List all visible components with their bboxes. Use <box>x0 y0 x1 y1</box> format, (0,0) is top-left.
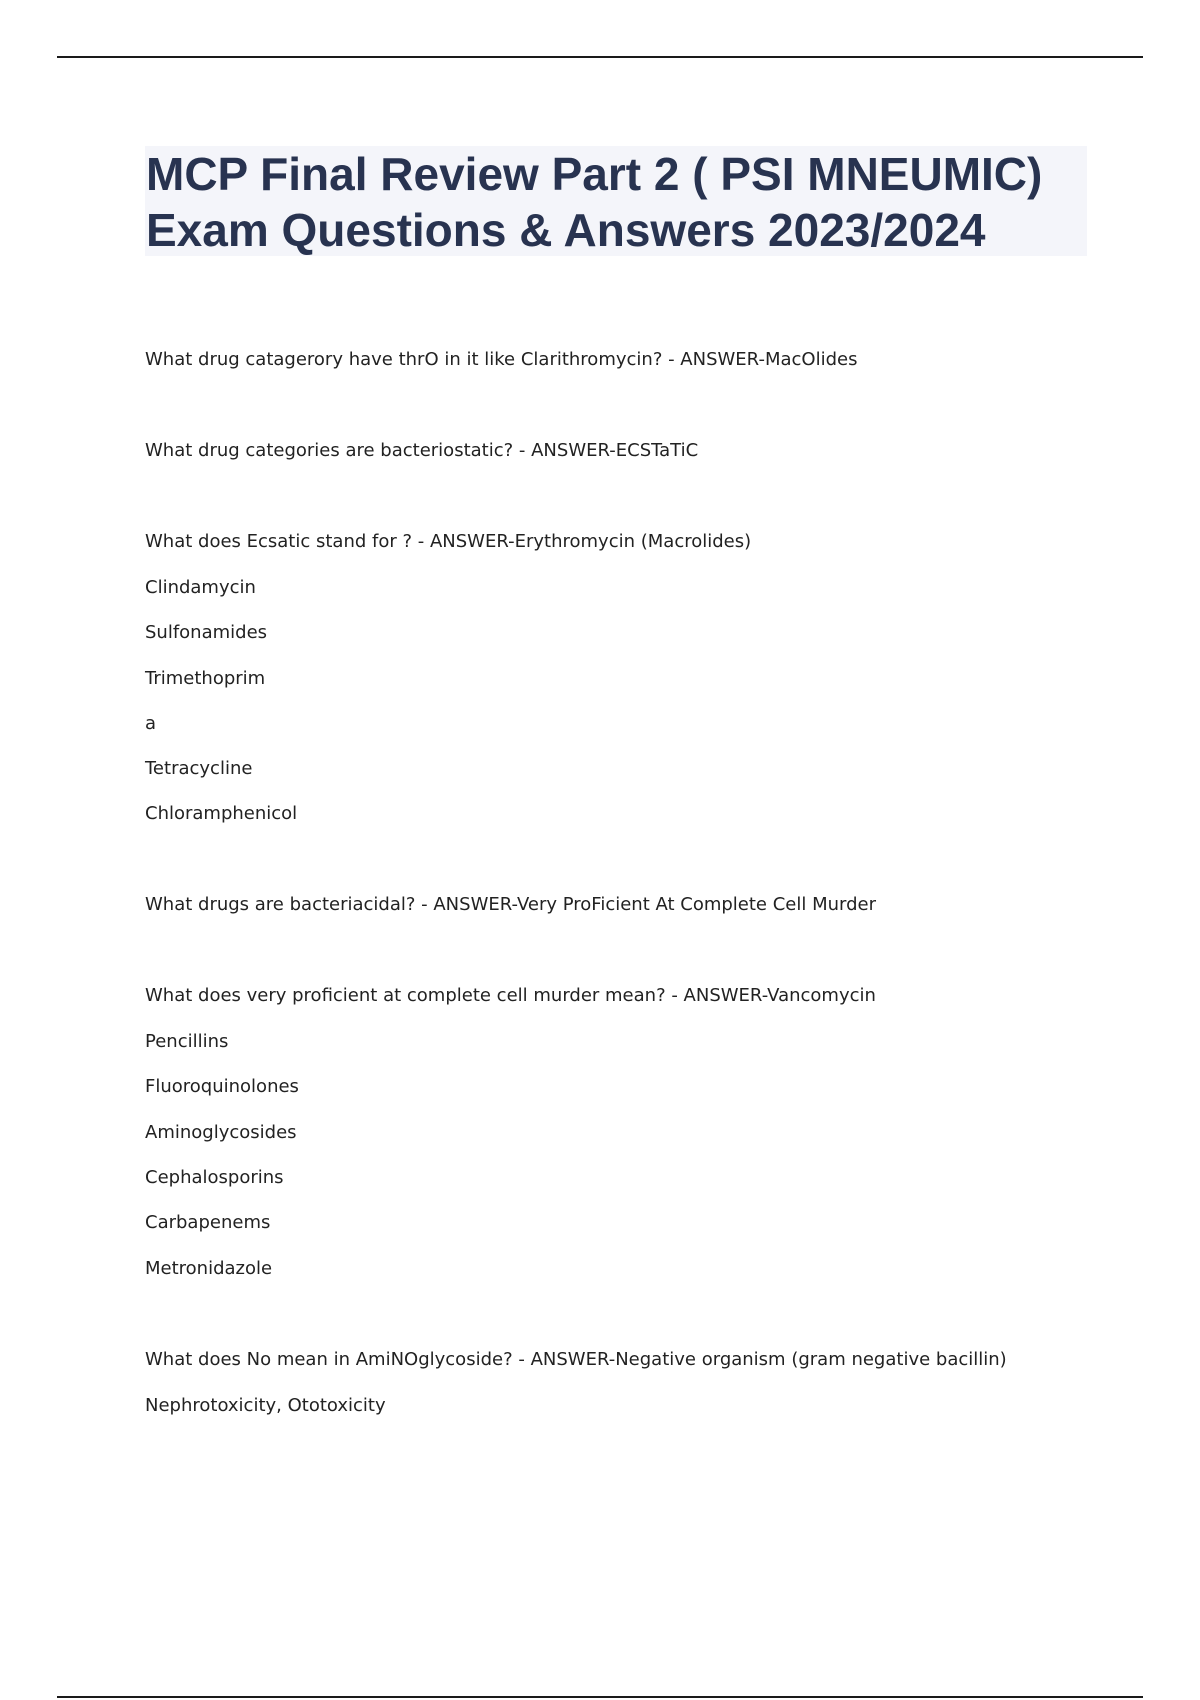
top-rule <box>57 56 1143 58</box>
qa-answer-line: Aminoglycosides <box>145 1122 297 1143</box>
page-title-line-2: Exam Questions & Answers 2023/2024 <box>146 204 986 256</box>
qa-answer-line: Nephrotoxicity, Ototoxicity <box>145 1395 386 1416</box>
qa-question: What drug categories are bacteriostatic? - ANSWER-ECSTaTiC <box>145 440 699 461</box>
qa-answer-line: a <box>145 713 157 734</box>
qa-question: What drugs are bacteriacidal? - ANSWER-Very ProFicient At Complete Cell Murder <box>145 894 877 915</box>
qa-question: What does very proficient at complete cell murder mean? - ANSWER-Vancomycin <box>145 985 876 1006</box>
qa-answer-line: Trimethoprim <box>145 668 266 689</box>
bottom-rule <box>57 1696 1143 1698</box>
qa-answer-line: Sulfonamides <box>145 622 268 643</box>
qa-answer-line: Cephalosporins <box>145 1167 284 1188</box>
page-title-line-1: MCP Final Review Part 2 ( PSI MNEUMIC) <box>146 148 1043 200</box>
qa-answer-line: Pencillins <box>145 1031 229 1052</box>
qa-answer-line: Clindamycin <box>145 577 256 598</box>
qa-question: What does No mean in AmiNOglycoside? - ANSWER-Negative organism (gram negative bacillin) <box>145 1349 1007 1370</box>
qa-answer-line: Carbapenems <box>145 1212 271 1233</box>
qa-answer-line: Metronidazole <box>145 1258 273 1279</box>
qa-answer-line: Fluoroquinolones <box>145 1076 299 1097</box>
qa-question: What drug catagerory have thrO in it like Clarithromycin? - ANSWER-MacOlides <box>145 349 858 370</box>
qa-answer-line: Chloramphenicol <box>145 803 298 824</box>
title-block <box>145 146 1087 256</box>
qa-question: What does Ecsatic stand for ? - ANSWER-Erythromycin (Macrolides) <box>145 531 752 552</box>
qa-answer-line: Tetracycline <box>145 758 253 779</box>
